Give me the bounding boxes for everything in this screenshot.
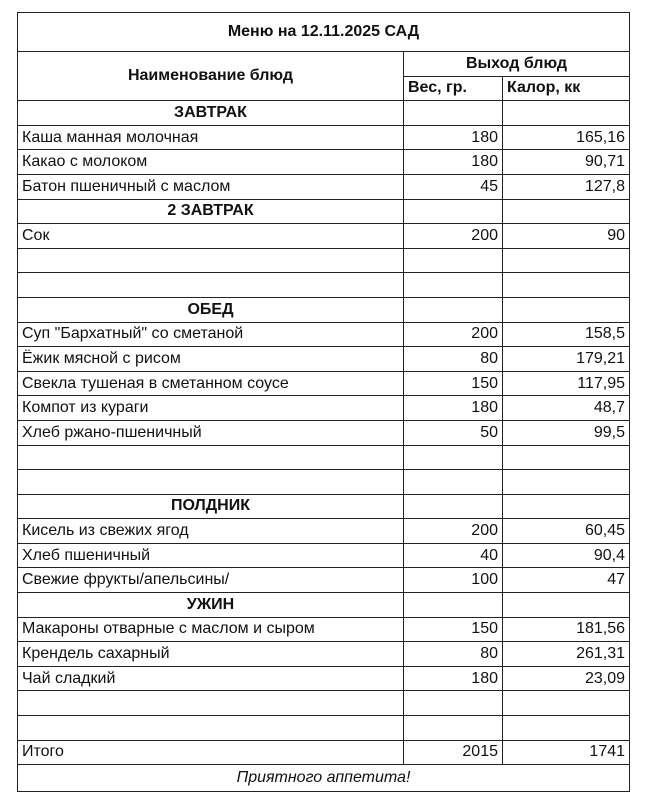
dish-calories: 179,21 <box>503 347 630 372</box>
dish-row <box>18 322 630 347</box>
empty-cell <box>503 101 630 126</box>
dish-row <box>18 642 630 667</box>
dish-name: Компот из кураги <box>18 396 404 421</box>
dish-name: Крендель сахарный <box>18 642 404 667</box>
dish-name: Свежие фрукты/апельсины/ <box>18 568 404 593</box>
dish-row <box>18 150 630 175</box>
empty-cell <box>404 199 503 224</box>
dish-weight: 180 <box>404 150 503 175</box>
empty-cell <box>18 716 404 741</box>
dish-row <box>18 224 630 249</box>
empty-row <box>18 470 630 495</box>
menu-table <box>17 12 630 792</box>
dish-weight: 80 <box>404 642 503 667</box>
dish-weight: 50 <box>404 420 503 445</box>
empty-cell <box>503 494 630 519</box>
dish-calories: 23,09 <box>503 666 630 691</box>
dish-weight: 100 <box>404 568 503 593</box>
dish-row <box>18 666 630 691</box>
empty-cell <box>404 297 503 322</box>
dish-row <box>18 396 630 421</box>
dish-row <box>18 371 630 396</box>
dish-row <box>18 174 630 199</box>
dish-calories: 261,31 <box>503 642 630 667</box>
section-heading: 2 ЗАВТРАК <box>18 199 404 224</box>
empty-cell <box>503 273 630 298</box>
dish-calories: 165,16 <box>503 125 630 150</box>
dish-output-header: Выход блюд <box>404 52 630 77</box>
dish-weight: 80 <box>404 347 503 372</box>
total-row <box>18 740 630 765</box>
dish-calories: 47 <box>503 568 630 593</box>
dish-row <box>18 519 630 544</box>
dish-name: Каша манная молочная <box>18 125 404 150</box>
menu-sheet <box>17 12 630 792</box>
empty-row <box>18 273 630 298</box>
dish-calories: 99,5 <box>503 420 630 445</box>
dish-name: Кисель из свежих ягод <box>18 519 404 544</box>
footer-note: Приятного аппетита! <box>18 765 630 792</box>
dish-weight: 200 <box>404 224 503 249</box>
empty-row <box>18 716 630 741</box>
dish-calories: 117,95 <box>503 371 630 396</box>
dish-weight: 180 <box>404 396 503 421</box>
empty-cell <box>503 297 630 322</box>
empty-cell <box>18 470 404 495</box>
dish-name: Суп "Бархатный" со сметаной <box>18 322 404 347</box>
dish-name: Какао с молоком <box>18 150 404 175</box>
dish-weight: 150 <box>404 371 503 396</box>
dish-name: Хлеб ржано-пшеничный <box>18 420 404 445</box>
dish-row <box>18 347 630 372</box>
menu-body <box>18 101 630 765</box>
empty-cell <box>503 248 630 273</box>
dish-weight: 200 <box>404 519 503 544</box>
empty-cell <box>503 716 630 741</box>
dish-name: Макароны отварные с маслом и сыром <box>18 617 404 642</box>
empty-cell <box>18 445 404 470</box>
empty-cell <box>503 199 630 224</box>
dish-row <box>18 568 630 593</box>
empty-cell <box>404 716 503 741</box>
empty-row <box>18 691 630 716</box>
dish-name: Сок <box>18 224 404 249</box>
menu-title: Меню на 12.11.2025 САД <box>18 13 630 52</box>
section-row <box>18 297 630 322</box>
empty-cell <box>404 445 503 470</box>
header-row <box>18 52 630 77</box>
dish-weight: 40 <box>404 543 503 568</box>
section-row <box>18 199 630 224</box>
dish-weight: 150 <box>404 617 503 642</box>
dish-row <box>18 420 630 445</box>
empty-row <box>18 248 630 273</box>
empty-row <box>18 445 630 470</box>
section-row <box>18 593 630 618</box>
dish-calories: 48,7 <box>503 396 630 421</box>
title-row <box>18 13 630 52</box>
empty-cell <box>404 273 503 298</box>
empty-cell <box>503 445 630 470</box>
section-heading: ЗАВТРАК <box>18 101 404 126</box>
calories-header: Калор, кк <box>503 76 630 101</box>
empty-cell <box>404 101 503 126</box>
dish-name: Хлеб пшеничный <box>18 543 404 568</box>
empty-cell <box>404 248 503 273</box>
empty-cell <box>503 691 630 716</box>
dish-calories: 90,4 <box>503 543 630 568</box>
dish-row <box>18 543 630 568</box>
footer-row <box>18 765 630 792</box>
dish-calories: 158,5 <box>503 322 630 347</box>
dish-name: Батон пшеничный с маслом <box>18 174 404 199</box>
dish-name-header: Наименование блюд <box>18 52 404 101</box>
dish-row <box>18 617 630 642</box>
weight-header: Вес, гр. <box>404 76 503 101</box>
empty-cell <box>404 691 503 716</box>
dish-calories: 60,45 <box>503 519 630 544</box>
dish-calories: 90,71 <box>503 150 630 175</box>
empty-cell <box>18 273 404 298</box>
dish-name: Итого <box>18 740 404 765</box>
empty-cell <box>404 494 503 519</box>
dish-row <box>18 125 630 150</box>
section-row <box>18 101 630 126</box>
dish-weight: 2015 <box>404 740 503 765</box>
dish-weight: 200 <box>404 322 503 347</box>
empty-cell <box>404 470 503 495</box>
dish-calories: 127,8 <box>503 174 630 199</box>
dish-name: Свекла тушеная в сметанном соусе <box>18 371 404 396</box>
dish-weight: 180 <box>404 125 503 150</box>
dish-weight: 180 <box>404 666 503 691</box>
dish-name: Чай сладкий <box>18 666 404 691</box>
dish-name: Ёжик мясной с рисом <box>18 347 404 372</box>
dish-calories: 90 <box>503 224 630 249</box>
empty-cell <box>18 248 404 273</box>
empty-cell <box>503 593 630 618</box>
section-heading: ОБЕД <box>18 297 404 322</box>
section-heading: ПОЛДНИК <box>18 494 404 519</box>
empty-cell <box>404 593 503 618</box>
section-heading: УЖИН <box>18 593 404 618</box>
dish-weight: 45 <box>404 174 503 199</box>
dish-calories: 181,56 <box>503 617 630 642</box>
dish-calories: 1741 <box>503 740 630 765</box>
empty-cell <box>503 470 630 495</box>
section-row <box>18 494 630 519</box>
empty-cell <box>18 691 404 716</box>
